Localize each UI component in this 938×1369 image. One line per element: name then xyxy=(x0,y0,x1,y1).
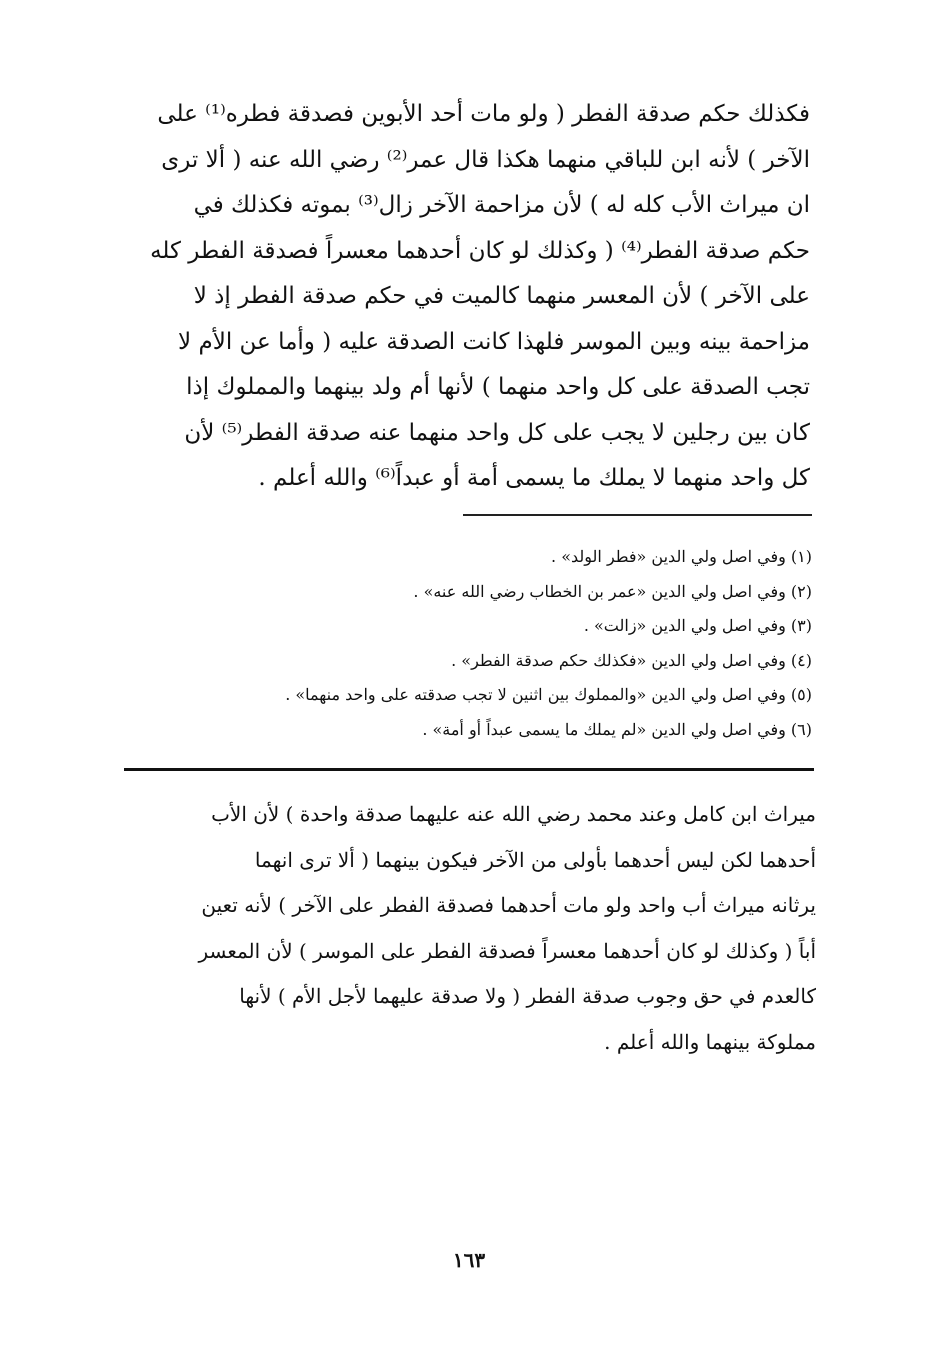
main-text-line: مزاحمة بينه وبين الموسر فلهذا كانت الصدقة عليه ( وأما عن الأم لا xyxy=(178,328,810,355)
commentary-line: يرثانه ميراث أب واحد ولو مات أحدهما فصدقة الفطر على الآخر ) لأنه تعين xyxy=(201,893,816,917)
commentary-line: كالعدم في حق وجوب صدقة الفطر ( ولا صدقة عليهما لأجل الأم ) لأنها xyxy=(239,984,816,1008)
main-text-line: تجب الصدقة على كل واحد منهما ) لأنها أم ولد بينهما والمملوك إذا xyxy=(186,374,810,400)
footnote-2: (٢) وفي اصل ولي الدين «عمر بن الخطاب رضي الله عنه» . xyxy=(413,581,812,601)
main-text-line: ان ميراث الأب كله له ) لأن مزاحمة الآخر زال⁽³⁾ بموته فكذلك في xyxy=(193,192,810,218)
commentary-line: أباً ( وكذلك لو كان أحدهما معسراً فصدقة الفطر على الموسر ) لأن المعسر xyxy=(198,938,816,963)
commentary-separator xyxy=(124,768,814,771)
main-text-line: فكذلك حكم صدقة الفطر ( ولو مات أحد الأبوين فصدقة فطره⁽¹⁾ على xyxy=(157,101,810,127)
commentary-block xyxy=(126,792,816,1065)
commentary-line: ميراث ابن كامل وعند محمد رضي الله عنه عليهما صدقة واحدة ) لأن الأب xyxy=(211,802,816,826)
footnote-5: (٥) وفي اصل ولي الدين «والمملوك بين اثنين لا تجب صدقته على واحد منهما» . xyxy=(285,685,812,704)
main-text-line: كل واحد منهما لا يملك ما يسمى أمة أو عبداً⁽⁶⁾ والله أعلم . xyxy=(258,465,810,491)
page-number: ١٦٣ xyxy=(452,1248,486,1272)
main-text-line: كان بين رجلين لا يجب على كل واحد منهما عنه صدقة الفطر⁽⁵⁾ لأن xyxy=(184,419,810,446)
commentary-line: أحدهما لكن ليس أحدهما بأولى من الآخر فيكون بينهما ( ألا ترى انهما xyxy=(254,847,816,872)
footnote-4: (٤) وفي اصل ولي الدين «فكذلك حكم صدقة الفطر» . xyxy=(451,650,812,670)
footnotes-block xyxy=(112,540,812,747)
footnote-6: (٦) وفي اصل ولي الدين «لم يملك ما يسمى عبداً أو أمة» . xyxy=(422,719,812,739)
main-text-line: الآخر ) لأنه ابن للباقي منهما هكذا قال عمر⁽²⁾ رضي الله عنه ( ألا ترى xyxy=(161,146,810,173)
footnote-1: (١) وفي اصل ولي الدين «فطر الولد» . xyxy=(551,547,812,566)
commentary-line: مملوكة بينهما والله أعلم . xyxy=(604,1029,816,1054)
footnote-separator xyxy=(463,514,812,516)
main-text-line: على الآخر ) لأن المعسر منهما كالميت في حكم صدقة الفطر إذ لا xyxy=(193,283,810,309)
main-text-line: حكم صدقة الفطر⁽⁴⁾ ( وكذلك لو كان أحدهما معسراً فصدقة الفطر كله xyxy=(150,237,810,264)
main-text-block xyxy=(120,92,810,502)
footnote-3: (٣) وفي اصل ولي الدين «زالت» . xyxy=(583,616,812,635)
